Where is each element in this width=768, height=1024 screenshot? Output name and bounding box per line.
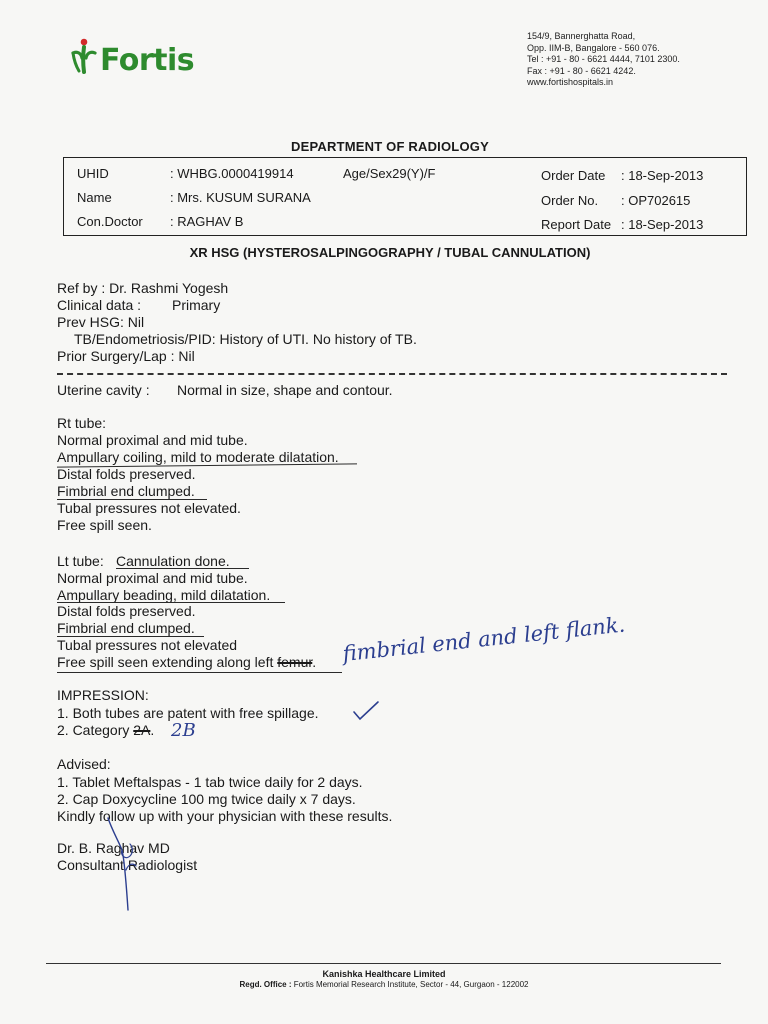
footer-company: Kanishka Healthcare Limited — [322, 969, 446, 979]
exam-title: XR HSG (HYSTEROSALPINGOGRAPHY / TUBAL CANNULATION) — [189, 245, 591, 260]
uhid-value: : WHBG.0000419914 — [170, 166, 294, 181]
dashed-divider — [57, 373, 727, 375]
order-date-label: Order Date — [541, 168, 606, 183]
category-end: . — [150, 722, 155, 738]
office-label: Regd. Office : — [239, 980, 292, 989]
lt-tube-line: Tubal pressures not elevated — [57, 637, 238, 653]
address-line: Opp. IIM-B, Bangalore - 560 076. — [527, 42, 660, 53]
report-date-value: : 18-Sep-2013 — [621, 217, 704, 232]
doctor-value: : RAGHAV B — [170, 214, 244, 229]
tb-history: TB/Endometriosis/PID: History of UTI. No history of TB. — [74, 331, 417, 347]
hospital-address — [527, 31, 680, 89]
office-address: Fortis Memorial Research Institute, Sector - 44, Gurgaon - 122002 — [291, 980, 529, 989]
prev-hsg: Prev HSG: Nil — [57, 314, 145, 330]
handwritten-underline — [116, 568, 249, 569]
lt-tube-line: Ampullary beading, mild dilatation. — [57, 587, 271, 603]
lt-free-spill — [57, 654, 316, 670]
handwritten-note: fimbrial end and left flank. — [341, 612, 627, 666]
address-line: 154/9, Bannerghatta Road, — [527, 31, 636, 41]
uhid-label: UHID — [77, 166, 109, 181]
followup-text: Kindly follow up with your physician with these results. — [57, 808, 393, 824]
clinical-data-value: Primary — [172, 297, 221, 313]
footer-office — [0, 980, 768, 989]
report-date-label: Report Date — [541, 217, 612, 232]
handwritten-underline — [57, 602, 285, 603]
rt-tube-line: Free spill seen. — [57, 517, 152, 533]
order-date-value: : 18-Sep-2013 — [621, 168, 704, 183]
name-value: : Mrs. KUSUM SURANA — [170, 190, 311, 205]
handwritten-underline — [57, 636, 204, 637]
advised-item: 2. Cap Doxycycline 100 mg twice daily x 7 days. — [57, 791, 356, 807]
fortis-logo — [70, 38, 194, 76]
department-title: DEPARTMENT OF RADIOLOGY — [291, 139, 489, 154]
free-spill-end: . — [312, 654, 317, 670]
free-spill-text: Free spill seen extending along left — [57, 654, 278, 670]
impression-heading: IMPRESSION: — [57, 687, 149, 703]
logo-text: Fortis — [100, 43, 195, 78]
clinical-data-label: Clinical data : — [57, 297, 142, 313]
fortis-logo-mark-icon — [70, 38, 98, 74]
handwritten-signature — [100, 810, 150, 920]
handwritten-underline — [57, 499, 207, 500]
uterine-label: Uterine cavity : — [57, 382, 150, 398]
uterine-value: Normal in size, shape and contour. — [177, 382, 393, 398]
ref-by: Ref by : Dr. Rashmi Yogesh — [57, 280, 229, 296]
order-no-label: Order No. — [541, 193, 599, 208]
signatory-title: Consultant Radiologist — [57, 857, 198, 873]
rt-tube-line: Fimbrial end clumped. — [57, 483, 195, 499]
rt-tube-line: Normal proximal and mid tube. — [57, 432, 248, 448]
rt-tube-line: Ampullary coiling, mild to moderate dilatation. — [57, 449, 339, 465]
lt-tube-heading: Lt tube: — [57, 553, 104, 569]
prior-surgery: Prior Surgery/Lap : Nil — [57, 348, 195, 364]
address-line: Fax : +91 - 80 - 6621 4242. — [527, 65, 636, 76]
rt-tube-line: Distal folds preserved. — [57, 466, 196, 482]
struck-category: 2A — [133, 722, 151, 738]
address-line: Tel : +91 - 80 - 6621 4444, 7101 2300. — [527, 54, 680, 64]
category-text: 2. Category — [57, 722, 134, 738]
rt-tube-line: Tubal pressures not elevated. — [57, 500, 241, 516]
lt-tube-line: Normal proximal and mid tube. — [57, 570, 248, 586]
footer-divider — [46, 963, 721, 964]
signatory-name: Dr. B. Raghav MD — [57, 840, 170, 856]
struck-word: femur — [277, 654, 313, 670]
lt-tube-line: Distal folds preserved. — [57, 603, 196, 619]
lt-tube-cannulation: Cannulation done. — [116, 553, 230, 569]
order-no-value: : OP702615 — [621, 193, 691, 208]
doctor-label: Con.Doctor — [77, 214, 143, 229]
advised-heading: Advised: — [57, 756, 111, 772]
rt-tube-heading: Rt tube: — [57, 415, 107, 431]
name-label: Name — [77, 190, 112, 205]
handwritten-underline — [57, 672, 342, 673]
address-line: www.fortishospitals.in — [527, 77, 614, 87]
handwritten-category: 2B — [171, 720, 196, 741]
impression-item: 1. Both tubes are patent with free spillage. — [57, 705, 319, 721]
impression-item — [57, 722, 154, 738]
lt-tube-line: Fimbrial end clumped. — [57, 620, 195, 636]
advised-item: 1. Tablet Meftalspas - 1 tab twice daily for 2 days. — [57, 774, 363, 790]
checkmark-icon — [352, 699, 380, 723]
age-sex: Age/Sex29(Y)/F — [343, 166, 436, 181]
